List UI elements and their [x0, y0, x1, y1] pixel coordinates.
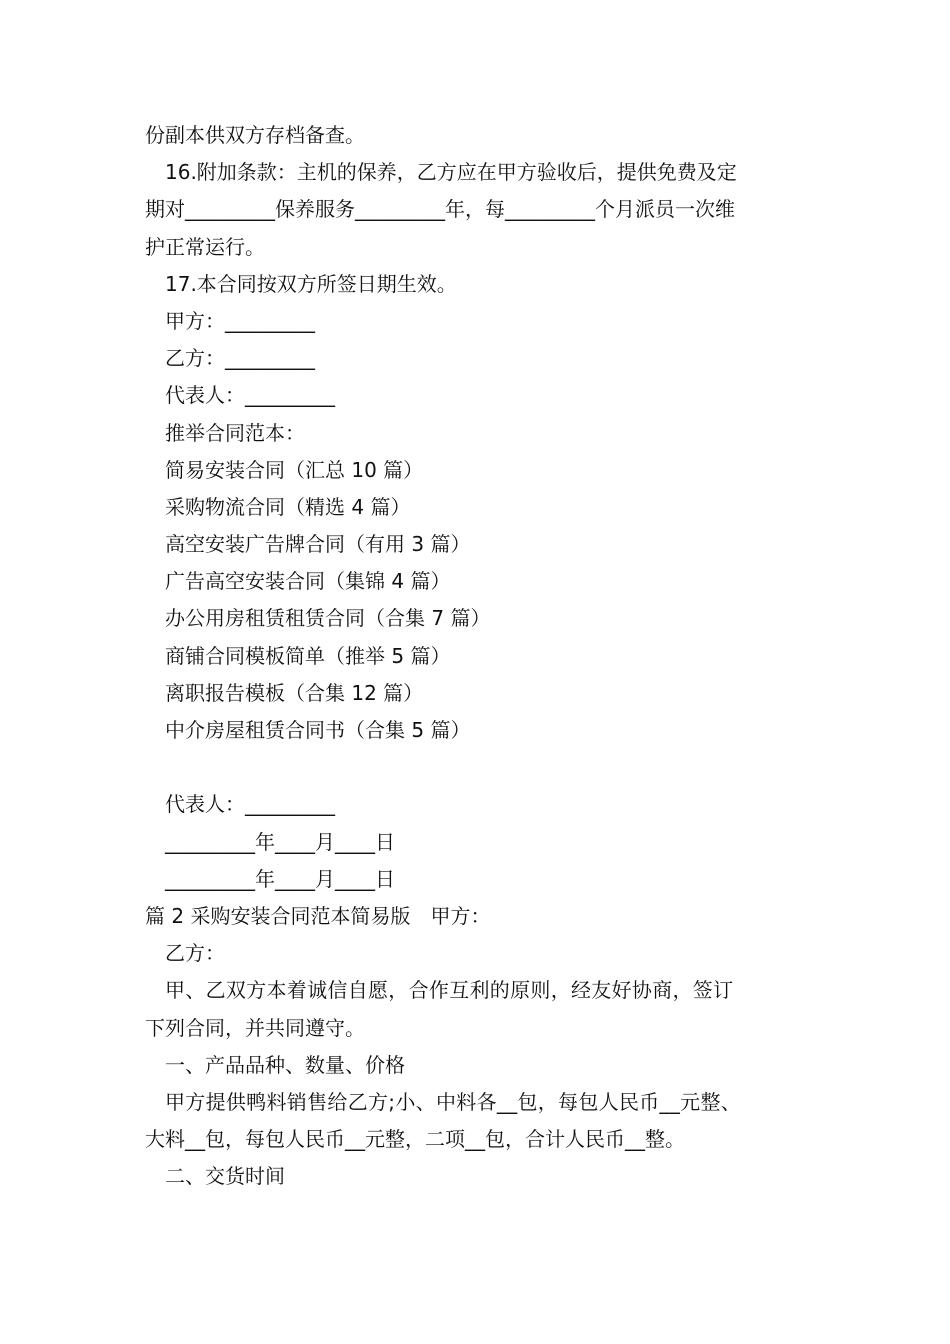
- text-line: 甲方提供鸭料销售给乙方;小、中料各__包，每包人民币__元整、: [165, 1089, 742, 1114]
- text-line: 甲、乙双方本着诚信自愿，合作互利的原则，经友好协商，签订: [165, 978, 734, 1003]
- text-line: 份副本供双方存档备查。: [145, 123, 365, 147]
- recommended-item: 离职报告模板（合集 12 篇）: [165, 680, 424, 705]
- party-b-line: 乙方：_________: [165, 346, 315, 371]
- recommended-item: 简易安装合同（汇总 10 篇）: [165, 457, 424, 482]
- blank-line: [145, 749, 810, 786]
- recommended-item: 广告高空安装合同（集锦 4 篇）: [165, 569, 451, 594]
- recommended-item: 中介房屋租赁合同书（合集 5 篇）: [165, 718, 471, 742]
- clause-17: 17.本合同按双方所签日期生效。: [165, 271, 457, 296]
- clause-16: 16.附加条款：主机的保养，乙方应在甲方验收后，提供免费及定: [165, 160, 737, 185]
- party-b-line: 乙方：: [165, 941, 225, 966]
- date-line: _________年____月____日: [165, 829, 395, 854]
- recommended-item: 采购物流合同（精选 4 篇）: [165, 494, 411, 519]
- representative-line: 代表人：_________: [165, 792, 335, 817]
- section-title: 篇 2 采购安装合同范本简易版 甲方：: [145, 903, 491, 928]
- section-heading: 一、产品品种、数量、价格: [165, 1052, 405, 1077]
- text-line: 护正常运行。: [145, 234, 265, 259]
- recommended-heading: 推举合同范本：: [165, 420, 305, 445]
- party-a-line: 甲方：_________: [165, 308, 315, 333]
- recommended-item: 高空安装广告牌合同（有用 3 篇）: [165, 532, 471, 557]
- document-body: [145, 117, 810, 1195]
- text-line: 下列合同，并共同遵守。: [145, 1015, 365, 1040]
- recommended-item: 商铺合同模板简单（推举 5 篇）: [165, 643, 451, 668]
- recommended-item: 办公用房租赁租赁合同（合集 7 篇）: [165, 606, 491, 631]
- date-line: _________年____月____日: [165, 866, 395, 891]
- representative-line: 代表人：_________: [165, 383, 335, 408]
- text-line: 期对_________保养服务_________年，每_________个月派员一次维: [145, 197, 735, 222]
- text-line: 大料__包，每包人民币__元整，二项__包，合计人民币__整。: [145, 1127, 685, 1152]
- section-heading: 二、交货时间: [165, 1164, 285, 1189]
